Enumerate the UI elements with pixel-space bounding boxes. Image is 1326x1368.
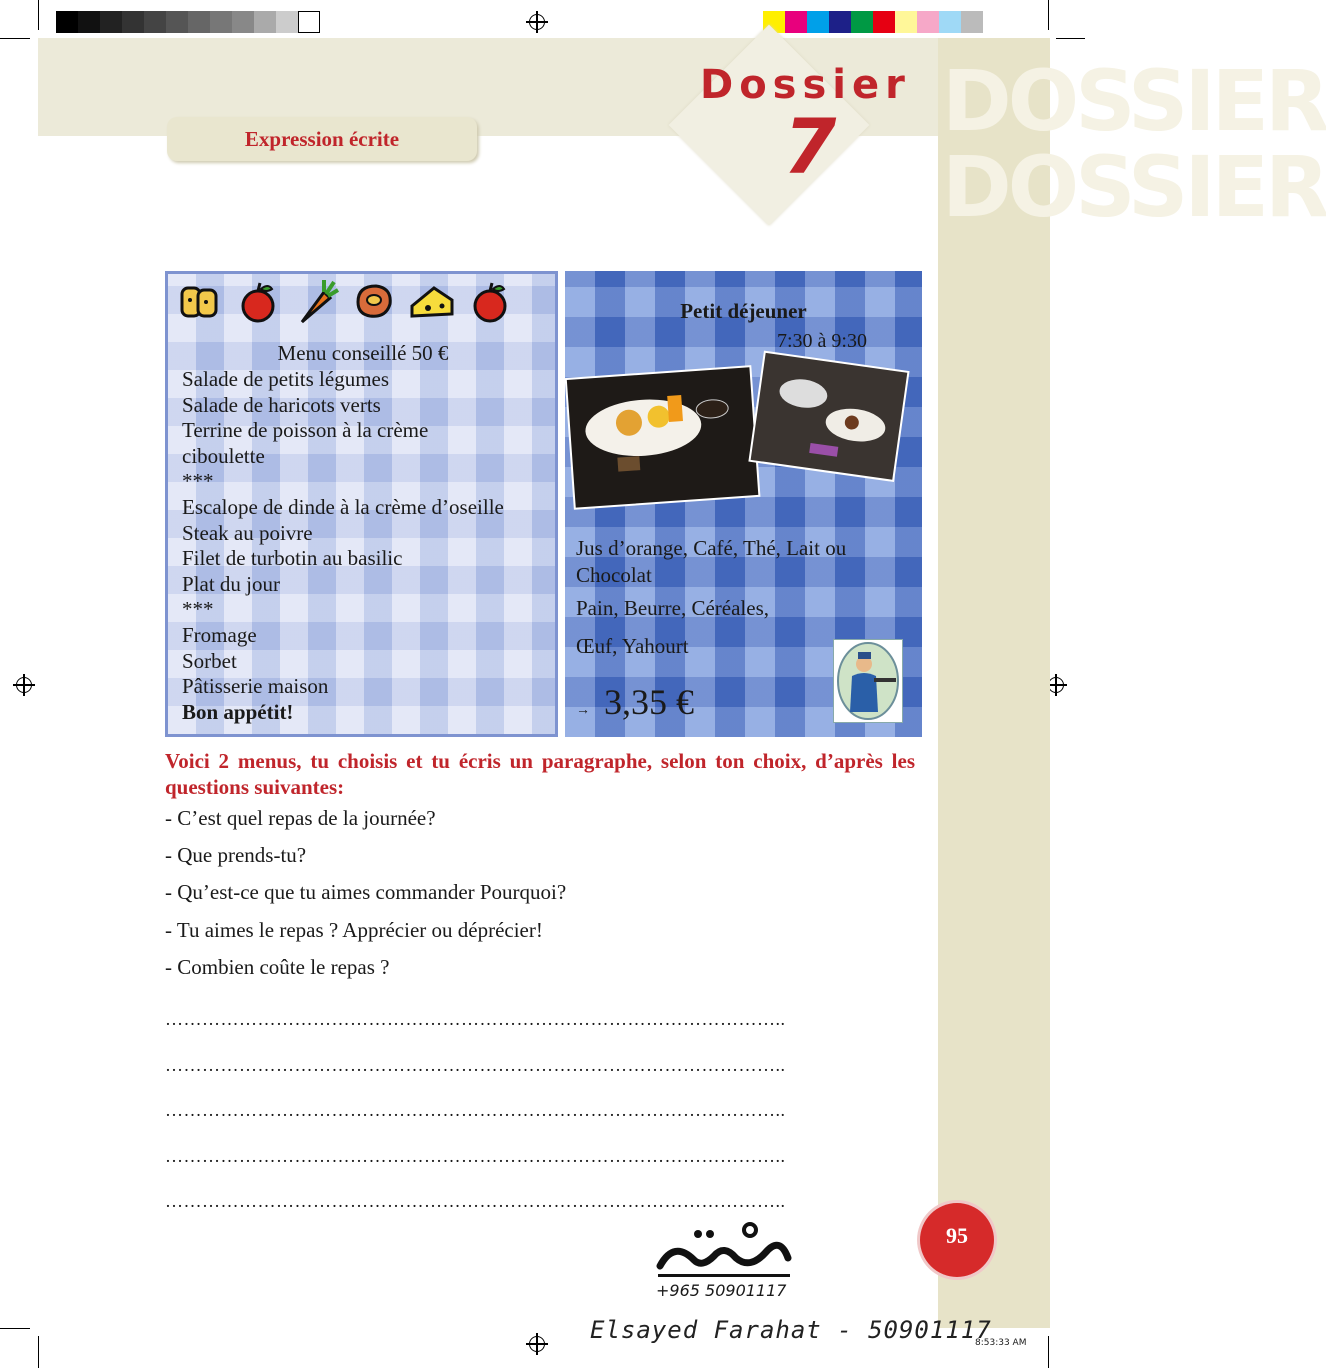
side-strip [938, 38, 1326, 1328]
answer-line[interactable]: ……………………………………………………………………………………….. [165, 1055, 786, 1075]
answer-line[interactable]: ……………………………………………………………………………………….. [165, 1009, 786, 1029]
food-icons [178, 280, 512, 324]
dossier-number: 7 [783, 102, 837, 191]
breakfast-time: 7:30 à 9:30 [777, 330, 867, 352]
registration-mark [529, 1336, 545, 1352]
question-5: - Combien coûte le repas ? [165, 955, 390, 979]
crop-mark [38, 1336, 39, 1368]
registration-mark [16, 677, 32, 693]
question-1: - C’est quel repas de la journée? [165, 806, 436, 830]
menu-items [182, 367, 552, 725]
answer-line[interactable]: ……………………………………………………………………………………….. [165, 1191, 786, 1211]
menu-separator: *** [182, 469, 214, 494]
breakfast-food-1: Pain, Beurre, Céréales, [576, 596, 770, 620]
phone-number: +965 50901117 [656, 1281, 787, 1300]
side-watermark: DOSSIER DOSSIER [942, 52, 1326, 236]
menu-item: Steak au poivre [182, 520, 313, 545]
breakfast-food-2: Œuf, Yahourt [576, 634, 689, 658]
grayscale-bar [56, 11, 320, 33]
apple-icon [468, 280, 512, 324]
menu-item: Terrine de poisson à la crème [182, 418, 429, 443]
section-label [167, 117, 477, 161]
crop-mark [1056, 38, 1085, 39]
publisher-logo [654, 1222, 794, 1280]
menu-separator: *** [182, 597, 214, 622]
breakfast-photos [565, 351, 922, 541]
waiter-icon [833, 639, 903, 723]
question-4: - Tu aimes le repas ? Apprécier ou déprécier! [165, 918, 543, 942]
signature: Elsayed Farahat - 50901117 [590, 1316, 992, 1344]
menu-item: Fromage [182, 622, 257, 647]
crop-mark [1048, 1336, 1049, 1368]
menu-closing: Bon appétit! [182, 699, 294, 724]
crop-mark [0, 38, 30, 39]
bread-icon [178, 280, 222, 324]
question-3: - Qu’est-ce que tu aimes commander Pourquoi? [165, 880, 567, 904]
crop-mark [1048, 0, 1049, 30]
crop-mark [0, 1328, 30, 1329]
answer-line[interactable]: ……………………………………………………………………………………….. [165, 1146, 786, 1166]
color-bar [763, 11, 983, 33]
menu-item: Pâtisserie maison [182, 674, 329, 699]
apple-icon [236, 280, 280, 324]
menu-item: Filet de turbotin au basilic [182, 546, 403, 571]
breakfast-card [565, 271, 922, 737]
menu-item: Escalope de dinde à la crème d’oseille [182, 494, 504, 519]
menu-item: ciboulette [182, 443, 265, 468]
question-2: - Que prends-tu? [165, 843, 307, 867]
price-value: 3,35 € [604, 682, 694, 722]
arrow-icon: → [576, 703, 590, 718]
print-timestamp: 8:53:33 AM [975, 1338, 1027, 1348]
registration-mark [529, 14, 545, 30]
breakfast-price [576, 681, 694, 723]
menu-item: Salade de haricots verts [182, 392, 381, 417]
answer-line[interactable]: ……………………………………………………………………………………….. [165, 1100, 786, 1120]
registration-mark [1048, 677, 1064, 693]
instruction-text: Voici 2 menus, tu choisis et tu écris un paragraphe, selon ton choix, d’après les questions suivantes: [165, 749, 915, 799]
section-label-text: Expression écrite [244, 127, 400, 151]
breakfast-title: Petit déjeuner [680, 299, 807, 323]
menu-item: Salade de petits légumes [182, 367, 390, 391]
steak-icon [352, 280, 396, 324]
dossier-title: Dossier [700, 62, 911, 108]
menu-item: Plat du jour [182, 571, 280, 596]
page-number-badge [920, 1203, 994, 1277]
menu-item: Sorbet [182, 648, 237, 673]
breakfast-drinks: Jus d’orange, Café, Thé, Lait ou Chocolat [576, 536, 847, 587]
cheese-icon [410, 280, 454, 324]
menu-card [165, 271, 558, 737]
crop-mark [38, 0, 39, 30]
menu-title: Menu conseillé 50 € [277, 341, 449, 365]
carrot-icon [294, 280, 338, 324]
page-number: 95 [946, 1223, 968, 1248]
